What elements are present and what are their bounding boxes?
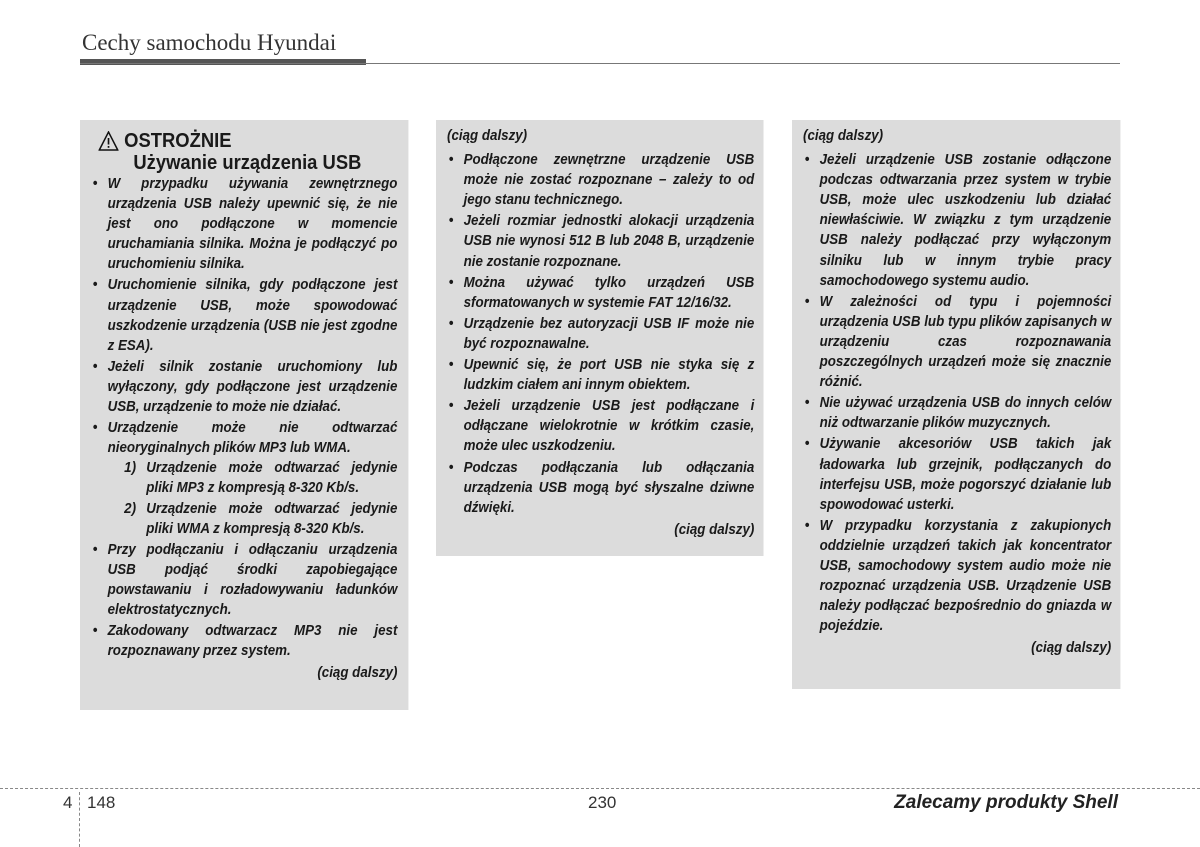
chapter-number: 4 (63, 793, 73, 812)
footer-slogan: Zalecamy produkty Shell (894, 792, 1118, 813)
list-item: • Zakodowany odtwarzacz MP3 nie jest rozpoznawany przez system. (91, 621, 397, 661)
warning-triangle-icon (98, 131, 118, 151)
list-item: • Uruchomienie silnika, gdy podłączone jest urządzenie USB, może spowodować uszkodzenie urządzenia (USB nie jest zgodne z ESA). (91, 275, 397, 355)
continued-panel-3 (792, 120, 1120, 689)
continued-label: (ciąg dalszy) (1031, 640, 1112, 657)
list-item-text: Urządzenie może nie odtwarzać nieoryginalnych plików MP3 lub WMA. (107, 420, 398, 457)
sub-list-item (108, 499, 398, 539)
continued-label: (ciąg dalszy) (674, 521, 755, 538)
sub-item-number: 2) (124, 500, 137, 517)
list-item (91, 418, 397, 539)
sub-item-text: Urządzenie może odtwarzać jedynie pliki MP3 z kompresją 8-320 Kb/s. (146, 460, 398, 497)
list-item: • Urządzenie bez autoryzacji USB IF może nie być rozpoznawalne. (447, 314, 754, 354)
list-item: • Jeżeli urządzenie USB zostanie odłączone podczas odtwarzania przez system w trybie USB, może ulec uszkodzeniu lub działać niewłaściwie. W związku z tym urządzenie USB należy podłączać przy wyłączonym silniku lub w innym trybie pracy samochodowego systemu audio. (803, 150, 1111, 291)
list-item: • Podczas podłączania lub odłączania urządzenia USB mogą być słyszalne dziwne dźwięki. (447, 458, 754, 518)
page-number: 148 (87, 793, 116, 812)
list-item: • Jeżeli silnik zostanie uruchomiony lub wyłączony, gdy podłączone jest urządzenie USB, urządzenie to może nie działać. (91, 357, 397, 417)
caution-subtitle: Używanie urządzenia USB (133, 152, 362, 174)
footer-divider (79, 792, 80, 847)
list-item: • W przypadku używania zewnętrznego urządzenia USB należy upewnić się, że nie jest ono podłączone w momencie uruchamiania silnika. Można je podłączyć po uruchomieniu silnika. (91, 174, 397, 274)
caution-list (91, 174, 397, 661)
scan-page-number: 230 (588, 793, 617, 812)
list-item: • W przypadku korzystania z zakupionych oddzielnie urządzeń takich jak koncentrator USB, samochodowy system audio może nie rozpoznać urządzenia USB. Urządzenie USB należy podłączać bezpośrednio do gniazda w pojeździe. (803, 516, 1111, 637)
notes-list (803, 150, 1111, 636)
list-item: • Podłączone zewnętrzne urządzenie USB może nie zostać rozpoznane – zależy to od jego stanu technicznego. (447, 150, 754, 210)
list-item: • Można używać tylko urządzeń USB sformatowanych w systemie FAT 12/16/32. (447, 273, 754, 313)
continued-label: (ciąg dalszy) (317, 665, 398, 682)
sub-item-number: 1) (124, 460, 137, 477)
header-accent-bar (80, 59, 366, 65)
page-header-title: Cechy samochodu Hyundai (82, 30, 337, 55)
sub-item-text: Urządzenie może odtwarzać jedynie pliki WMA z kompresją 8-320 Kb/s. (146, 500, 398, 537)
list-item: • Jeżeli rozmiar jednostki alokacji urządzenia USB nie wynosi 512 B lub 2048 B, urządzenie nie zostanie rozpoznane. (447, 211, 754, 271)
caution-panel (80, 120, 408, 710)
list-item: • W zależności od typu i pojemności urządzenia USB lub typu plików zapisanych w urządzeniu czas rozpoznawania poszczególnych urządzeń może się znacznie różnić. (803, 292, 1111, 392)
continued-label: (ciąg dalszy) (803, 128, 884, 144)
list-item: • Nie używać urządzenia USB do innych celów niż odtwarzanie plików muzycznych. (803, 393, 1111, 433)
list-item: • Przy podłączaniu i odłączaniu urządzenia USB podjąć środki zapobiegające powstawaniu i rozładowywaniu ładunków elektrostatycznych. (91, 540, 397, 620)
continued-label: (ciąg dalszy) (447, 128, 528, 144)
footer-rule (0, 788, 1200, 789)
header-rule (80, 63, 1120, 64)
sub-list-item (108, 458, 398, 498)
caution-title: OSTROŻNIE (124, 130, 232, 152)
caution-heading (91, 130, 397, 174)
sub-list (108, 458, 398, 538)
list-item: • Upewnić się, że port USB nie styka się z ludzkim ciałem ani innym obiektem. (447, 355, 754, 395)
continued-panel-2 (436, 120, 764, 556)
notes-list (447, 150, 754, 518)
list-item: • Używanie akcesoriów USB takich jak ładowarka lub grzejnik, podłączanych do interfejsu USB, może pogorszyć działanie lub spowodować usterki. (803, 434, 1111, 514)
list-item: • Jeżeli urządzenie USB jest podłączane i odłączane wielokrotnie w krótkim czasie, może ulec uszkodzeniu. (447, 396, 754, 456)
